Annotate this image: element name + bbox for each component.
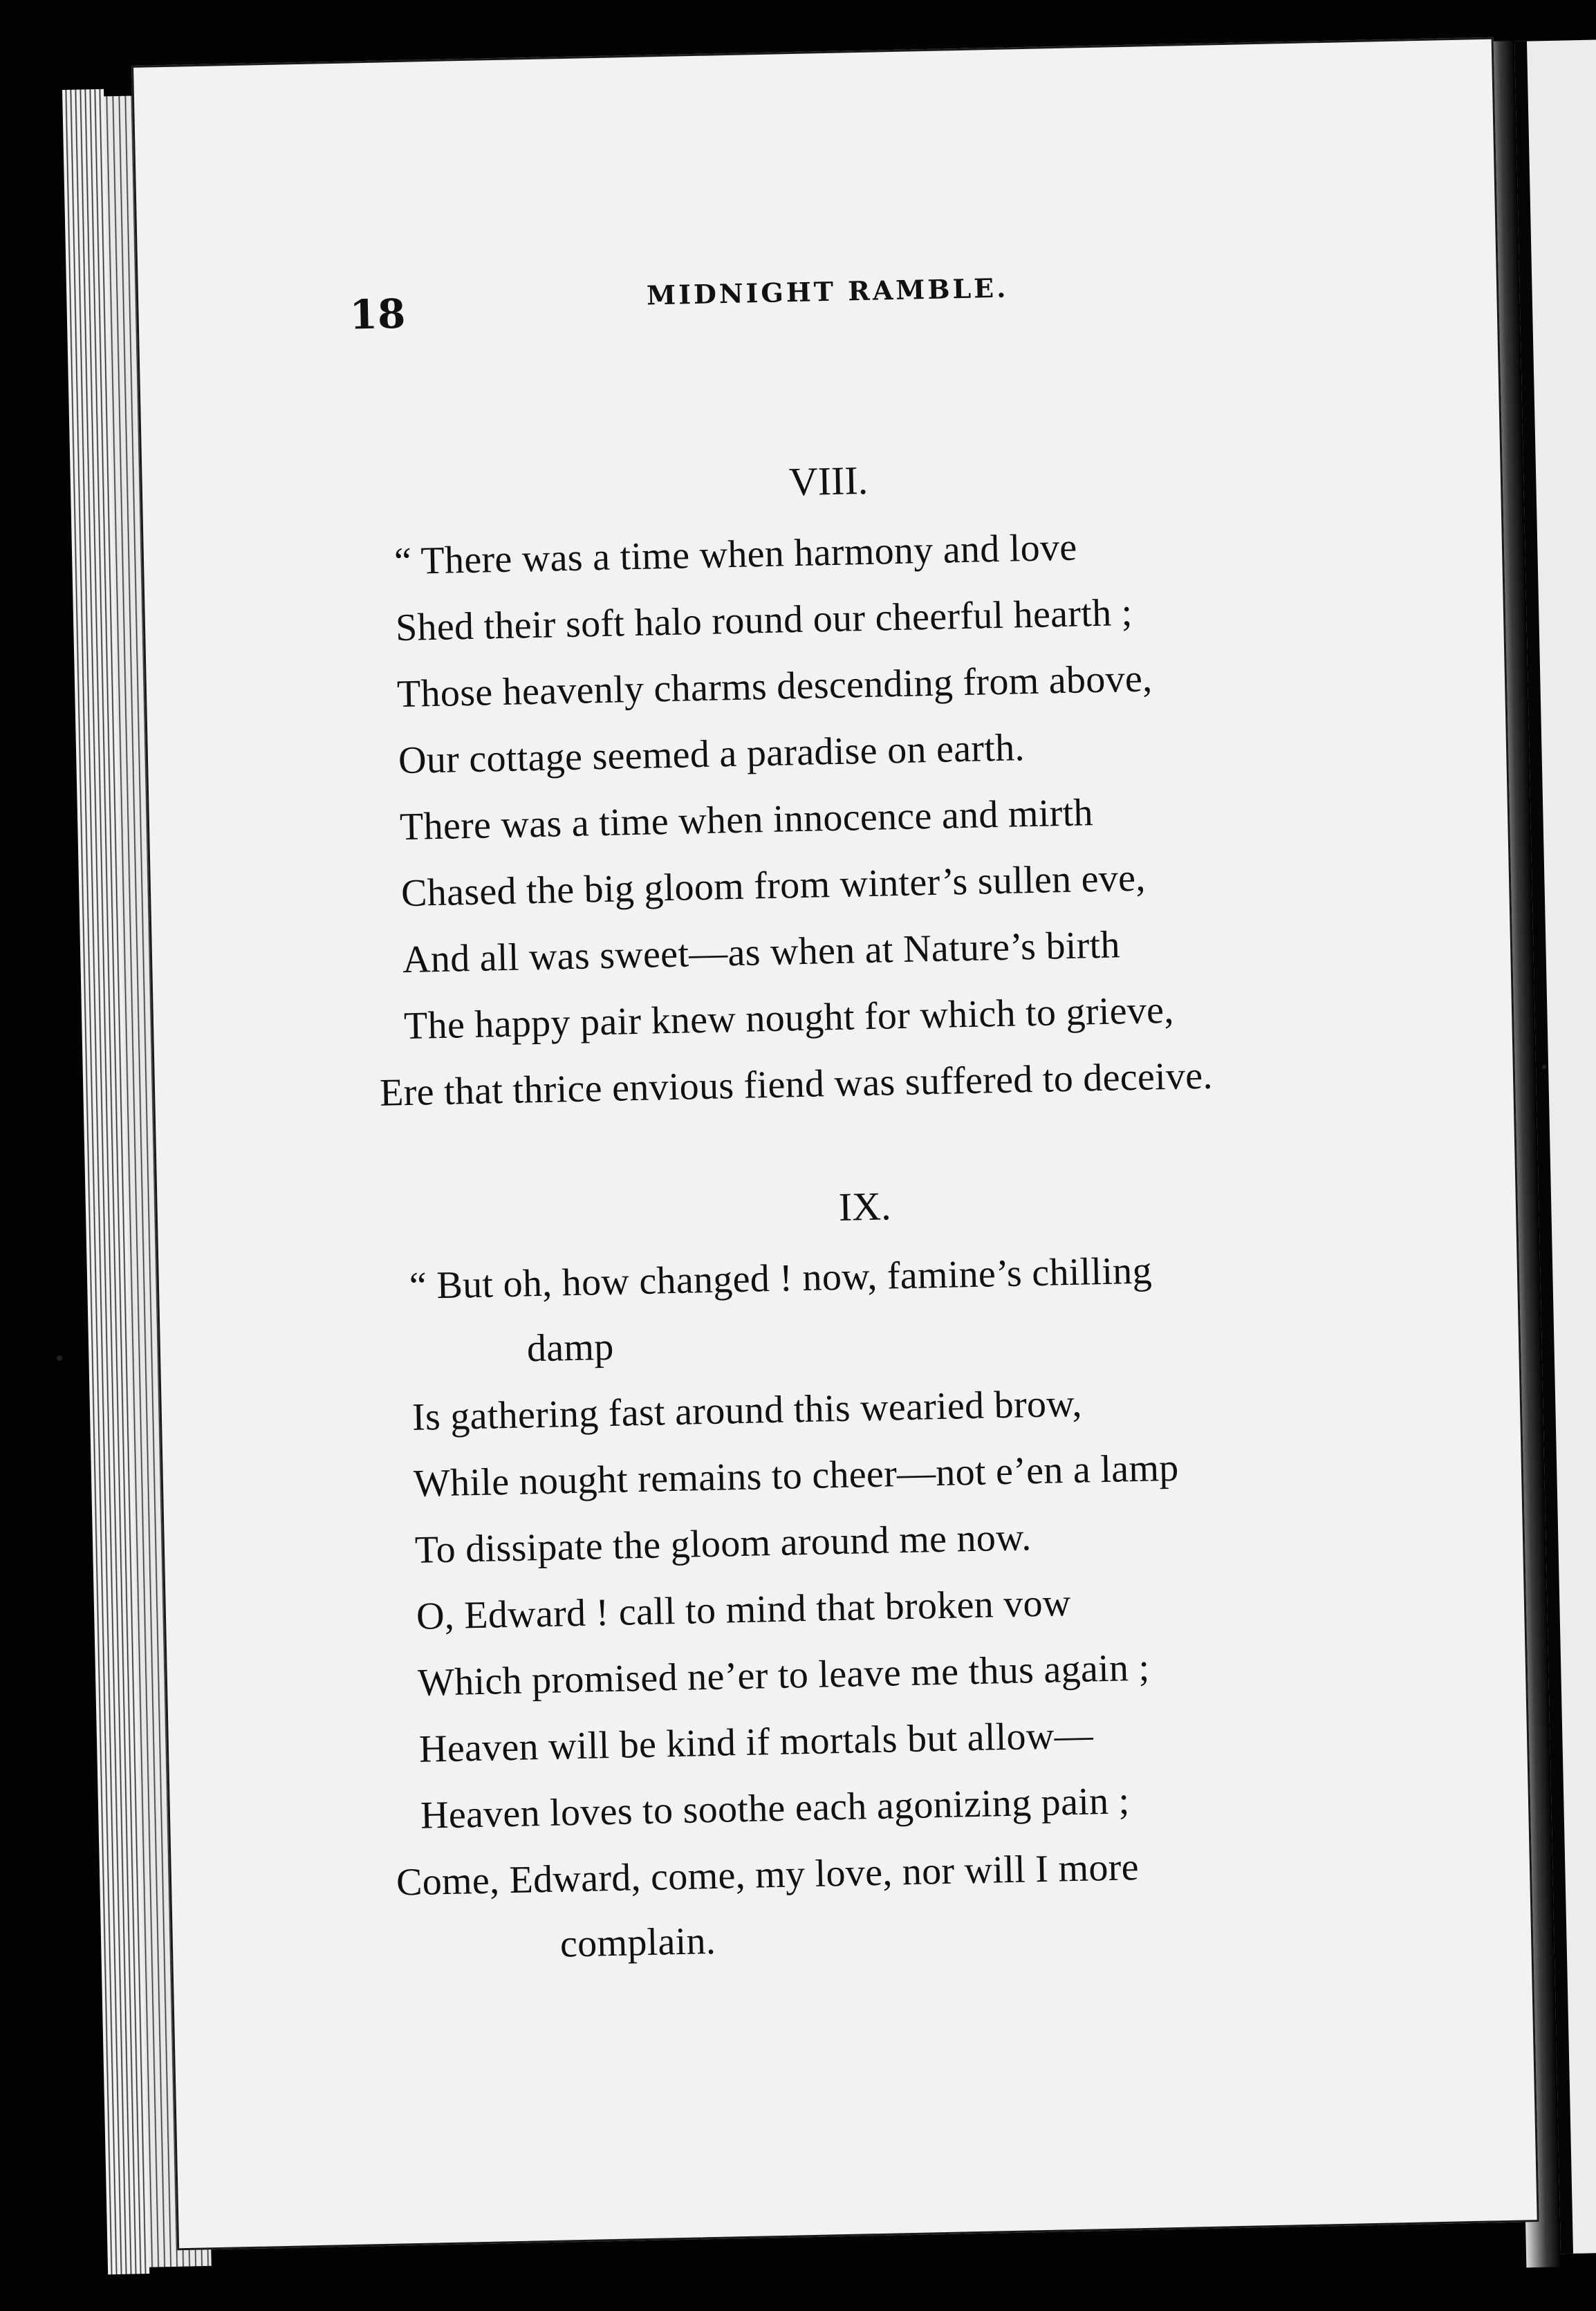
- verse-line: Our cottage seemed a paradise on earth.: [398, 726, 1026, 783]
- verse-line: And all was sweet—as when at Nature’s birth: [402, 923, 1121, 982]
- verse-line: O, Edward ! call to mind that broken vow: [416, 1581, 1072, 1638]
- verse-line: “ But oh, how changed ! now, famine’s chilling: [409, 1249, 1153, 1308]
- verse-line: To dissipate the gloom around me now.: [414, 1516, 1032, 1572]
- verse-line: “ There was a time when harmony and love: [393, 526, 1078, 584]
- stanza-number: IX.: [838, 1183, 892, 1229]
- verse-line: Heaven loves to soothe each agonizing pain ;: [420, 1779, 1131, 1837]
- verse-line: While nought remains to cheer—not e’en a lamp: [413, 1446, 1180, 1505]
- stanza-number: VIII.: [788, 457, 869, 505]
- verse-line: Come, Edward, come, my love, nor will I more: [396, 1846, 1140, 1904]
- verse-line: Heaven will be kind if mortals but allow—: [418, 1714, 1094, 1771]
- dust-speck: [1542, 1065, 1546, 1069]
- verse-line: Those heavenly charms descending from above,: [396, 657, 1153, 716]
- verse-line: complain.: [559, 1919, 716, 1966]
- verse-line: damp: [526, 1325, 615, 1371]
- verse-line: The happy pair knew nought for which to grieve,: [403, 988, 1175, 1048]
- dust-speck: [57, 1355, 62, 1361]
- page-number: 18: [349, 290, 407, 339]
- verse-line: Chased the big gloom from winter’s sullen eve,: [400, 856, 1147, 916]
- verse-line: Shed their soft halo round our cheerful hearth ;: [395, 591, 1133, 650]
- running-title: MIDNIGHT RAMBLE.: [646, 272, 1009, 311]
- verse-line: Is gathering fast around this wearied brow,: [411, 1382, 1083, 1439]
- book-page: [131, 37, 1539, 2251]
- verse-line: Which promised ne’er to leave me thus again ;: [417, 1646, 1150, 1705]
- verse-line: Ere that thrice envious fiend was suffered to deceive.: [379, 1054, 1214, 1115]
- verse-line: There was a time when innocence and mirth: [399, 791, 1094, 849]
